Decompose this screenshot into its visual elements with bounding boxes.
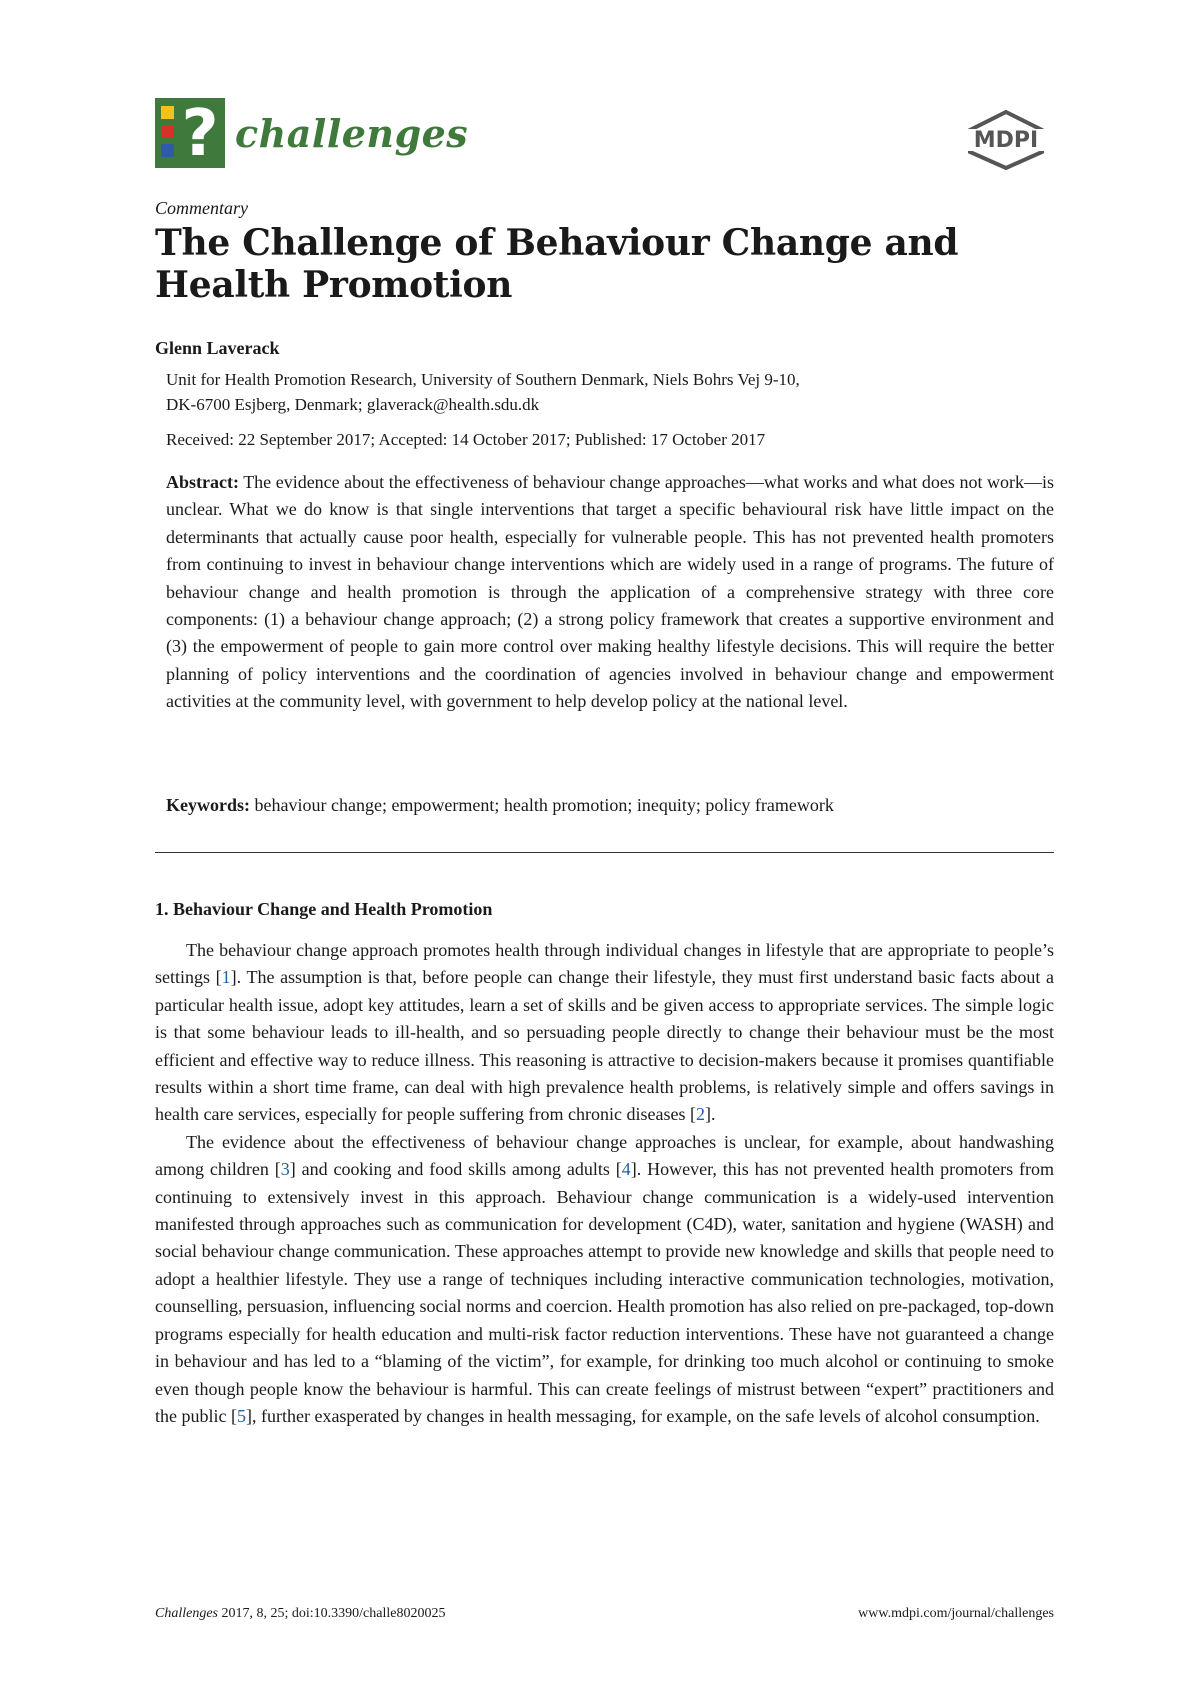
author-affiliation bbox=[166, 367, 1066, 417]
article-title: The Challenge of Behaviour Change and Health Promotion bbox=[155, 222, 959, 306]
article-type: Commentary bbox=[155, 198, 248, 218]
affiliation-line: Unit for Health Promotion Research, University of Southern Denmark, Niels Bohrs Vej 9-10, bbox=[166, 370, 800, 389]
body-paragraph: The behaviour change approach promotes health through individual changes in lifestyle that are appropriate to people’s settings [1]. The assumption is that, before people can change their lifestyle, they must first understand basic facts about a particular health issue, adopt key attitudes, learn a set of skills and be given access to appropriate services. The simple logic is that some behaviour leads to ill-health, and so persuading people directly to change their behaviour must be the most efficient and effective way to reduce illness. This reasoning is attractive to decision-makers because it promises quantifiable results within a short time frame, can deal with high prevalence health problems, is relatively simple and offers savings in health care services, especially for people suffering from chronic diseases [2]. bbox=[155, 940, 1054, 1125]
citation-link[interactable]: 5 bbox=[236, 1405, 246, 1426]
journal-name: challenges bbox=[235, 110, 469, 156]
svg-text:?: ? bbox=[181, 98, 219, 168]
citation-link[interactable]: 2 bbox=[695, 1104, 705, 1125]
abstract-label: Abstract: bbox=[166, 472, 239, 492]
footer-journal: Challenges bbox=[155, 1606, 218, 1621]
footer-url[interactable]: www.mdpi.com/journal/challenges bbox=[858, 1606, 1054, 1621]
abstract-text: The evidence about the effectiveness of behaviour change approaches—what works and what does not work—is unclear. What we do know is that single interventions that target a specific behavioural risk have little impact on the determinants that actually cause poor health, especially for vulnerable people. This has not prevented health promoters from continuing to invest in behaviour change interventions which are widely used in a range of programs. The future of behaviour change and health promotion is through the application of a comprehensive strategy with three core components: (1) a behaviour change approach; (2) a strong policy framework that creates a supportive environment and (3) the empowerment of people to gain more control over making healthy lifestyle decisions. This will require the better planning of policy interventions and the coordination of agencies involved in behaviour change and empowerment activities at the community level, with government to help develop policy at the national level. bbox=[166, 472, 1054, 712]
keywords bbox=[166, 795, 834, 816]
footer-doi: 2017, 8, 25; doi:10.3390/challe8020025 bbox=[218, 1606, 446, 1621]
affiliation-line: DK-6700 Esjberg, Denmark; glaverack@health.sdu.dk bbox=[166, 395, 540, 414]
mdpi-logo-icon[interactable] bbox=[964, 110, 1048, 170]
keywords-label: Keywords: bbox=[166, 795, 250, 815]
footer-citation bbox=[155, 1606, 445, 1622]
author-name: Glenn Laverack bbox=[155, 338, 280, 358]
mdpi-logo-text: MDPI bbox=[973, 128, 1039, 153]
section-divider bbox=[155, 852, 1054, 853]
section-heading: 1. Behaviour Change and Health Promotion bbox=[155, 899, 493, 919]
publication-dates: Received: 22 September 2017; Accepted: 14 October 2017; Published: 17 October 2017 bbox=[166, 430, 766, 449]
abstract bbox=[166, 469, 1054, 716]
citation-link[interactable]: 3 bbox=[280, 1159, 290, 1180]
body-paragraph: The evidence about the effectiveness of behaviour change approaches is unclear, for example, about handwashing among children [3] and cooking and food skills among adults [4]. However, this has not prevented health promoters from continuing to extensively invest in this approach. Behaviour change communication is a widely-used intervention manifested through approaches such as communication for development (C4D), water, sanitation and hygiene (WASH) and social behaviour change communication. These approaches attempt to provide new knowledge and skills that people need to adopt a healthier lifestyle. They use a range of techniques including interactive communication technologies, motivation, counselling, persuasion, influencing social norms and coercion. Health promotion has also relied on pre-packaged, top-down programs especially for health education and multi-risk factor reduction interventions. These have not guaranteed a change in behaviour and has led to a “blaming of the victim”, for example, for drinking too much alcohol or continuing to smoke even though people know the behaviour is harmful. This can create feelings of mistrust between “expert” practitioners and the public [5], further exasperated by changes in health messaging, for example, on the safe levels of alcohol consumption. bbox=[155, 1131, 1054, 1426]
question-mark-logo-icon bbox=[155, 98, 225, 168]
citation-link[interactable]: 4 bbox=[621, 1159, 631, 1180]
journal-logo[interactable] bbox=[155, 98, 468, 168]
section-body bbox=[155, 937, 1054, 1430]
keywords-text: behaviour change; empowerment; health promotion; inequity; policy framework bbox=[254, 795, 834, 815]
citation-link[interactable]: 1 bbox=[221, 967, 231, 988]
